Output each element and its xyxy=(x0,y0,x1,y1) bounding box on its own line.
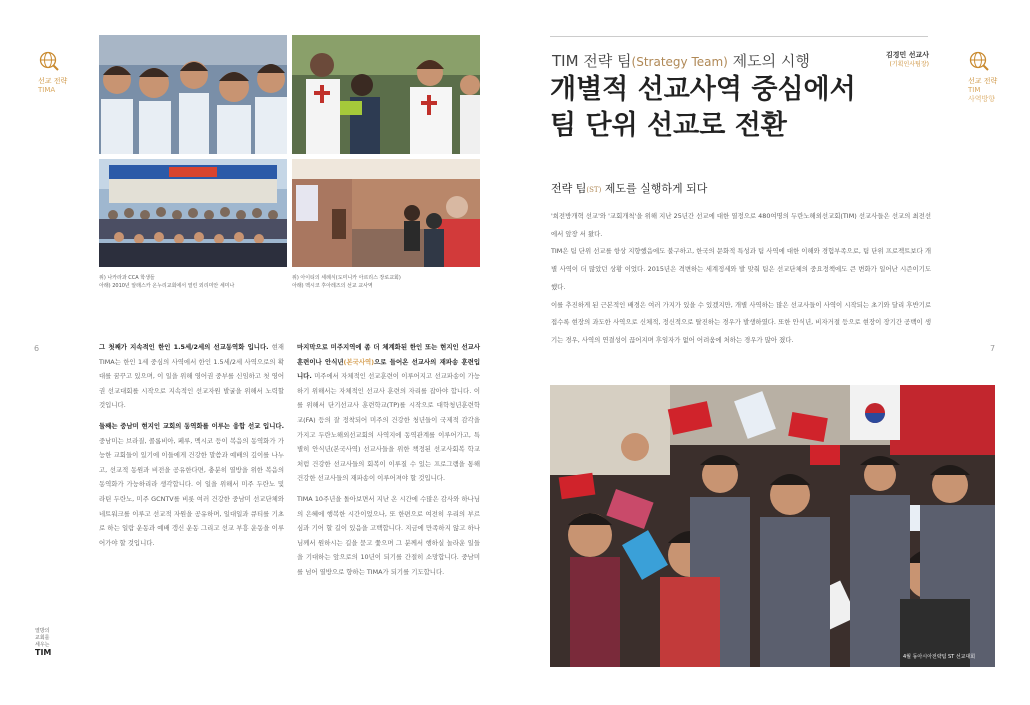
subheading-text: 전략 팀 xyxy=(551,182,587,195)
caption-line: 위) 아이티의 세례식(도미니카 아르리스 장로교회) xyxy=(292,275,401,281)
paragraph xyxy=(99,419,284,550)
paragraph-text: 미주에서 자체적인 선교훈련이 이루어지고 선교파송이 가능하기 위해서는 자체적인 선교사 훈련의 자리를 잡아야 합니다. 이를 위해서 단기선교사 훈련학교(TP)를 시작으로 대학청년훈련학교(FA) 등의 잘 정착되어 미주의 건강한 청년들이 국제적 감각을 가지고 두란노해외선교회의 사역지에 동역관계를 이루어가고, 특별히 안식년(본국사역) 선교사들을 위한 책정된 선교사회복 학교처럼 건강한 선교사들의 회복이 이루질 수 있는 프로그램을 통해 건강한 선교사들의 재파송이 이루어져야 할 것입니다. xyxy=(297,372,480,483)
caption-right-photos xyxy=(292,274,401,290)
side-label-sub: 사역방향 xyxy=(968,95,996,103)
paragraph-lead: 둘째는 중남미 현지인 교회의 동역화를 이루는 융합 선교 입니다. xyxy=(99,421,284,430)
page-number-right: 7 xyxy=(990,344,996,353)
title-line-1: 개별적 선교사역 중심에서 xyxy=(550,74,856,105)
photo-baptism xyxy=(292,35,480,154)
title-kicker-end: 제도의 시행 xyxy=(727,52,810,70)
paragraph: 이를 추진하게 된 근본적인 배경은 여러 가지가 있을 수 있겠지만, 개별 사역하는 많은 선교사들이 사역이 시작되는 초기와 달리 후반기로 접수록 현장의 과도한 사역으로 신체적, 정신적으로 탈진하는 경우가 발생하였다. 또한 안식년, 비자거절 등으로 현장이 장기간 공백이 생기는 경우, 사역의 연결성이 끊어지며 후임자가 없어 어려움에 처하는 경우가 많아 졌다. xyxy=(551,300,931,344)
title-kicker-en: (Strategy Team) xyxy=(631,55,728,69)
globe-search-icon xyxy=(968,50,990,72)
paragraph xyxy=(297,492,480,580)
page-title xyxy=(550,72,856,144)
paragraph-text: TIMA 10주년을 돌아보면서 지난 온 시간에 수많은 감사와 하나님의 은혜에 행복한 시간이었으나, 또 한편으로 여전히 우리의 부르심과 기어 할 길이 있음을 고백합니다. 지금에 만족하지 않고 하나님께서 원하시는 길을 묻고 쫓으며 그 분께서 행하실 놀라운 일들을 기대하는 앞으로의 10년이 되기를 간절히 소망합니다. 중남미를 넘어 열방으로 향하는 TIMA가 되기를 기도합니다. xyxy=(297,494,480,576)
caption-line: 아래) 멕시코 후아레즈의 선교 교사역 xyxy=(292,283,373,289)
side-label-ko: 선교 전략 xyxy=(38,77,68,85)
paragraph-lead: 마지막으로 미주지역에 좀 더 체계화된 한인 또는 현지인 선교사 훈련이나 안식년 xyxy=(297,343,480,366)
title-kicker xyxy=(552,50,810,71)
photo-church-service xyxy=(292,159,480,267)
paragraph-text: 현재 TIMA는 한인 1세 중심의 사역에서 한인 1.5세/2세 사역으로의 확대를 꿈꾸고 있으며, 이 일을 위해 영어권 중부를 신임하고 첫 영어권 선교대회를 시작으로 지속적인 선교자원 발굴을 위해서 노력할 것입니다. xyxy=(99,343,284,410)
side-label-ko: 선교 전략 xyxy=(968,77,998,85)
side-label-en: TIMA xyxy=(38,86,56,94)
photo-children xyxy=(99,35,287,154)
brand-line: 세우는 xyxy=(35,642,50,648)
right-article-body xyxy=(551,208,931,350)
section-subheading xyxy=(551,180,707,196)
side-label-en: TIM xyxy=(968,86,981,94)
brand-line: 교회를 xyxy=(35,635,50,641)
paragraph-lead-end: 으로 들어온 선교사의 재파송 훈련입니다. xyxy=(297,357,480,381)
author-role: (기획인사팀장) xyxy=(889,61,929,68)
paragraph xyxy=(297,340,480,486)
brand-logo: TIM xyxy=(35,648,52,657)
brand-line: 열방의 xyxy=(35,628,50,634)
paragraph-lead-highlight: (본국사역) xyxy=(343,357,375,366)
photo-church-group xyxy=(99,159,287,267)
title-kicker-text: TIM 전략 팀 xyxy=(552,52,632,70)
side-label-right xyxy=(968,77,997,104)
photo-mission-conference xyxy=(550,385,995,667)
subheading-en: (ST) xyxy=(586,186,602,194)
globe-search-icon xyxy=(38,50,60,72)
paragraph: '희전방개혁 선교'와 '교회개척'을 위해 지난 25년간 선교에 대한 열정으로 480여명의 두란노해외선교회(TIM) 선교사들은 선교의 최전선에서 앞장 서 왔다. xyxy=(551,212,931,238)
caption-line: 아래) 2010년 알래스카 온누리교회에서 열린 외리미안 세미나 xyxy=(99,283,235,289)
header-rule xyxy=(550,36,928,37)
subheading-end: 제도를 실행하게 되다 xyxy=(601,182,708,195)
photo-caption-conference: 4월 동아시아전략팀 ST 선교대회 xyxy=(903,654,976,660)
side-label-left xyxy=(38,77,67,95)
brand-mark xyxy=(35,628,51,656)
paragraph-text: 중남미는 브라질, 콜롬비아, 페루, 멕시코 등이 복음의 동역화가 가능한 교회들이 있기에 이들에게 건강한 말씀과 예배의 깊이를 나누고, 선교적 동원과 비전을 공유한다면, 충분히 열방을 위한 복음의 동역화가 가능하리라 생각합니다. 이 일을 위해서 미주 두란노 및 라틴 두란노, 미주 GCNTV를 비롯 여러 건강한 중남미 선교단체와 네트워크를 이루고 선교적 자원을 공유하며, 일대일과 큐티를 기초로 하는 일람 운동과 예배 갱신 운동 그리고 선교 부흥 운동을 이루어가야 할 것입니다. xyxy=(99,436,284,547)
paragraph: TIM은 팀 단위 선교를 항상 지향했음에도 불구하고, 한국의 문화적 특성과 팀 사역에 대한 이해와 경험부족으로, 팀 단위 프로젝트보다 개별 사역이 더 많았던 상황 이었다. 2015년은 격변하는 세계정세와 발 맞춰 팀은 선교단체의 중요정책에도 큰 변화가 일어난 시즌이기도 했다. xyxy=(551,247,931,291)
caption-line: 위) 나카라과 CCA 학생들 xyxy=(99,275,155,281)
author-block xyxy=(886,50,929,70)
title-line-2: 팀 단위 선교로 전환 xyxy=(550,110,787,141)
article-column-2 xyxy=(297,340,480,586)
article-column-1 xyxy=(99,340,284,556)
author-name: 김경민 선교사 xyxy=(885,51,929,59)
caption-left-photos xyxy=(99,274,234,290)
page-number-left: 6 xyxy=(34,344,40,353)
paragraph-lead: 그 첫째가 지속적인 한인 1.5세/2세의 선교동역화 입니다. xyxy=(99,343,269,351)
paragraph xyxy=(99,340,284,413)
